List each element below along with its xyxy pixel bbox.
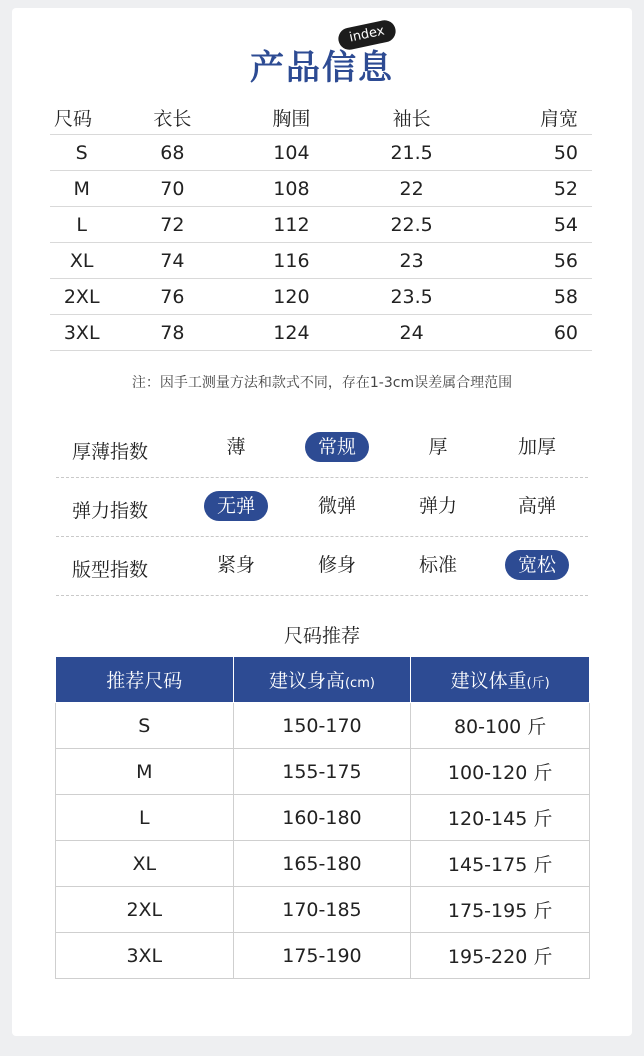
size-cell: 23 <box>351 243 471 279</box>
size-header-cell: 衣长 <box>113 100 231 135</box>
recommend-cell: 165-180 <box>233 841 411 887</box>
table-row <box>56 749 590 795</box>
index-option: 微弹 <box>317 495 356 517</box>
index-option: 厚 <box>428 436 448 458</box>
size-cell: 21.5 <box>351 135 471 171</box>
recommend-cell: M <box>56 749 234 795</box>
recommend-cell: 155-175 <box>233 749 411 795</box>
size-cell: 24 <box>351 315 471 351</box>
title-section <box>0 0 644 100</box>
size-table-header-row <box>50 100 592 135</box>
size-header-cell: 尺码 <box>50 100 113 135</box>
size-cell: 52 <box>472 171 592 207</box>
table-row <box>56 841 590 887</box>
size-cell: 22 <box>351 171 471 207</box>
size-cell: 3XL <box>50 315 113 351</box>
index-row <box>56 419 588 478</box>
recommend-cell: L <box>56 795 234 841</box>
table-row <box>50 171 592 207</box>
size-cell: 78 <box>113 315 231 351</box>
index-option: 标准 <box>418 554 457 576</box>
recommend-cell: 175-190 <box>233 933 411 979</box>
index-option: 弹力 <box>418 495 457 517</box>
size-cell: M <box>50 171 113 207</box>
size-cell: 124 <box>231 315 351 351</box>
size-cell: 22.5 <box>351 207 471 243</box>
recommend-header-cell: 建议身高(cm) <box>233 657 411 703</box>
recommend-header-cell: 推荐尺码 <box>56 657 234 703</box>
size-cell: 60 <box>472 315 592 351</box>
recommend-cell: 195-220 斤 <box>411 933 590 979</box>
index-label: 版型指数 <box>72 559 149 581</box>
index-option: 无弹 <box>204 491 268 521</box>
size-cell: 76 <box>113 279 231 315</box>
size-cell: 50 <box>472 135 592 171</box>
recommend-table <box>55 656 590 979</box>
size-cell: 70 <box>113 171 231 207</box>
index-label: 弹力指数 <box>72 500 149 522</box>
index-row <box>56 537 588 596</box>
index-tag: index <box>336 18 397 52</box>
size-cell: 120 <box>231 279 351 315</box>
table-row <box>50 135 592 171</box>
size-cell: 56 <box>472 243 592 279</box>
size-cell: 108 <box>231 171 351 207</box>
recommend-header-row <box>56 657 590 703</box>
table-row <box>50 315 592 351</box>
size-cell: 2XL <box>50 279 113 315</box>
size-cell: S <box>50 135 113 171</box>
size-cell: 58 <box>472 279 592 315</box>
size-cell: XL <box>50 243 113 279</box>
index-option: 加厚 <box>517 436 556 458</box>
recommend-cell: 2XL <box>56 887 234 933</box>
table-row <box>50 243 592 279</box>
index-row <box>56 478 588 537</box>
recommend-cell: XL <box>56 841 234 887</box>
index-option: 薄 <box>226 436 246 458</box>
index-option: 紧身 <box>216 554 255 576</box>
recommend-title: 尺码推荐 <box>283 625 360 647</box>
recommend-header-cell: 建议体重(斤) <box>411 657 590 703</box>
table-row <box>56 703 590 749</box>
size-cell: 104 <box>231 135 351 171</box>
size-cell: L <box>50 207 113 243</box>
recommend-cell: 170-185 <box>233 887 411 933</box>
index-option: 常规 <box>305 432 369 462</box>
recommend-cell: 120-145 斤 <box>411 795 590 841</box>
size-header-cell: 袖长 <box>351 100 471 135</box>
size-cell: 68 <box>113 135 231 171</box>
recommend-cell: 80-100 斤 <box>411 703 590 749</box>
recommend-cell: 175-195 斤 <box>411 887 590 933</box>
recommend-cell: 100-120 斤 <box>411 749 590 795</box>
recommend-cell: 150-170 <box>233 703 411 749</box>
recommend-cell: 3XL <box>56 933 234 979</box>
page-title: 产品信息 <box>250 48 394 88</box>
measurement-note: 注：因手工测量方法和款式不同，存在1-3cm误差属合理范围 <box>131 375 513 391</box>
recommend-cell: 160-180 <box>233 795 411 841</box>
size-table <box>50 100 592 351</box>
size-cell: 23.5 <box>351 279 471 315</box>
table-row <box>50 279 592 315</box>
recommend-cell: 145-175 斤 <box>411 841 590 887</box>
table-row <box>56 887 590 933</box>
table-row <box>50 207 592 243</box>
size-cell: 74 <box>113 243 231 279</box>
size-cell: 72 <box>113 207 231 243</box>
recommend-cell: S <box>56 703 234 749</box>
index-option: 高弹 <box>517 495 556 517</box>
table-row <box>56 933 590 979</box>
size-cell: 116 <box>231 243 351 279</box>
size-cell: 54 <box>472 207 592 243</box>
index-option: 修身 <box>317 554 356 576</box>
index-label: 厚薄指数 <box>72 441 149 463</box>
size-header-cell: 肩宽 <box>472 100 592 135</box>
size-header-cell: 胸围 <box>231 100 351 135</box>
table-row <box>56 795 590 841</box>
index-option: 宽松 <box>505 550 569 580</box>
size-cell: 112 <box>231 207 351 243</box>
